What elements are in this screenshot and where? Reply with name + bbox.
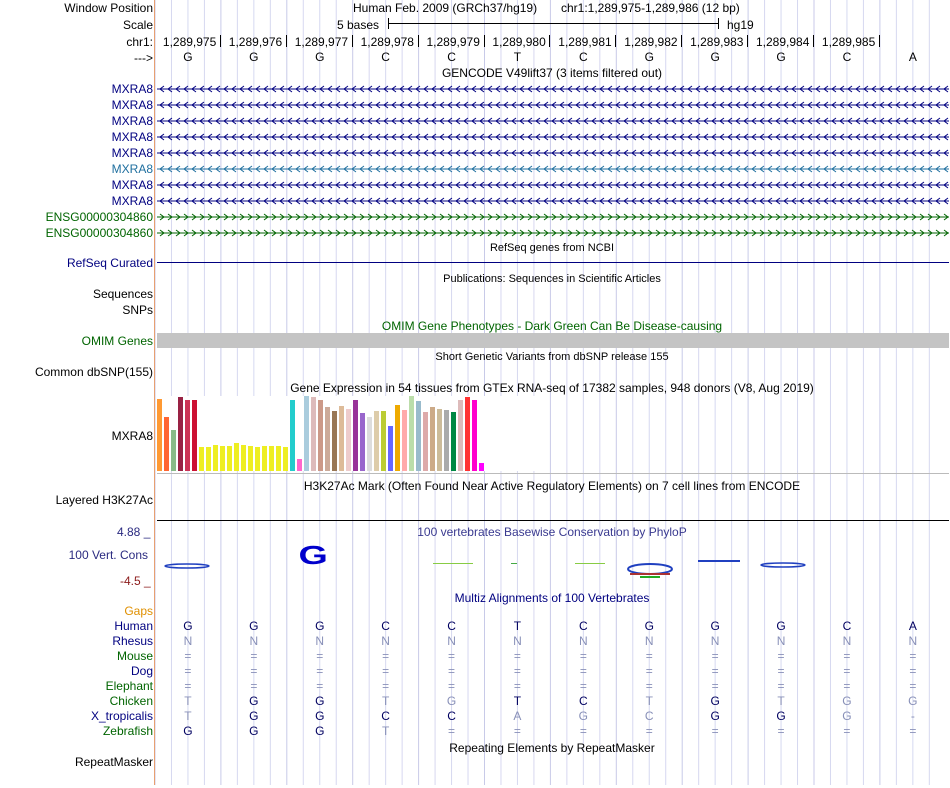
- multiz-base: T: [777, 694, 785, 708]
- multiz-base: =: [711, 724, 719, 738]
- gtex-tissue-bar[interactable]: [248, 446, 253, 471]
- multiz-base: T: [381, 694, 390, 708]
- h3k27ac-top-line: [157, 473, 949, 474]
- reference-base: G: [183, 50, 193, 64]
- multiz-base: =: [843, 679, 851, 693]
- conservation-ymax: 4.88 _: [117, 525, 151, 539]
- repeatmasker-track-title: Repeating Elements by RepeatMasker: [449, 741, 655, 755]
- multiz-base: G: [644, 619, 654, 633]
- multiz-base: =: [448, 724, 456, 738]
- gencode-transcript-label[interactable]: MXRA8: [111, 146, 153, 160]
- multiz-base: =: [843, 664, 851, 678]
- gtex-tissue-bar[interactable]: [346, 409, 351, 471]
- reference-base: G: [249, 50, 259, 64]
- ruler-coordinate: 1,289,976: [228, 35, 283, 49]
- multiz-base: =: [579, 679, 587, 693]
- ruler-coordinate: 1,289,984: [756, 35, 810, 49]
- gencode-transcript-line[interactable]: [157, 228, 949, 238]
- gtex-tissue-bar[interactable]: [227, 446, 232, 471]
- gtex-tissue-bar[interactable]: [297, 459, 302, 471]
- omim-track-label[interactable]: OMIM Genes: [81, 334, 153, 348]
- scale-bar-right-tick: [718, 18, 719, 29]
- multiz-base: C: [579, 619, 588, 633]
- gtex-tissue-bar[interactable]: [353, 400, 358, 471]
- gtex-tissue-bar[interactable]: [458, 400, 463, 471]
- conservation-track-title: 100 vertebrates Basewise Conservation by PhyloP: [417, 525, 687, 539]
- multiz-base: C: [579, 694, 588, 708]
- multiz-base: A: [513, 709, 522, 723]
- reference-base: T: [513, 50, 522, 64]
- gencode-transcript-line[interactable]: [157, 84, 949, 94]
- gencode-transcript-line[interactable]: [157, 196, 949, 206]
- multiz-base: T: [184, 694, 192, 708]
- gtex-tissue-bar[interactable]: [269, 446, 274, 471]
- multiz-base: N: [447, 634, 456, 648]
- ruler-tick: [220, 35, 221, 47]
- multiz-base: =: [513, 664, 521, 678]
- gtex-track-label[interactable]: MXRA8: [111, 429, 153, 443]
- gtex-tissue-bar[interactable]: [199, 447, 204, 471]
- gtex-tissue-bar[interactable]: [444, 410, 449, 471]
- ruler-coordinate: 1,289,979: [426, 35, 480, 49]
- gtex-tissue-bar[interactable]: [157, 399, 162, 471]
- multiz-base: =: [513, 724, 521, 738]
- multiz-base: =: [777, 664, 785, 678]
- multiz-base: G: [578, 709, 589, 723]
- multiz-base: =: [250, 679, 258, 693]
- conservation-ymin: -4.5 _: [120, 574, 151, 588]
- gencode-transcript-label[interactable]: MXRA8: [111, 98, 153, 112]
- multiz-species-label[interactable]: Rhesus: [112, 634, 153, 648]
- multiz-base: T: [645, 694, 653, 708]
- reference-base: C: [842, 50, 852, 64]
- position-text: chr1:1,289,975-1,289,986 (12 bp): [561, 1, 740, 15]
- db-text: hg19: [727, 18, 754, 32]
- gtex-tissue-bar[interactable]: [311, 397, 316, 471]
- multiz-base: =: [909, 664, 917, 678]
- gtex-tissue-bar[interactable]: [360, 413, 365, 471]
- ruler-coordinate: 1,289,975: [162, 35, 217, 49]
- gencode-transcript-label[interactable]: ENSG00000304860: [45, 226, 153, 240]
- gencode-transcript-label[interactable]: MXRA8: [111, 82, 153, 96]
- multiz-base: N: [710, 634, 720, 648]
- multiz-base: =: [777, 724, 785, 738]
- gtex-tissue-bar[interactable]: [416, 401, 421, 471]
- multiz-base: N: [644, 634, 654, 648]
- window-position-label: Window Position: [64, 1, 153, 15]
- multiz-base: G: [315, 724, 325, 738]
- reference-base: G: [315, 50, 325, 64]
- gencode-transcript-label[interactable]: MXRA8: [111, 178, 153, 192]
- multiz-base: =: [711, 664, 719, 678]
- multiz-species-label[interactable]: Dog: [130, 664, 153, 678]
- multiz-track-title: Multiz Alignments of 100 Vertebrates: [454, 591, 650, 605]
- multiz-species-label[interactable]: X_tropicalis: [90, 709, 153, 723]
- multiz-species-label[interactable]: Elephant: [105, 679, 153, 693]
- multiz-base: G: [776, 709, 786, 723]
- gencode-transcript-label[interactable]: ENSG00000304860: [45, 210, 153, 224]
- multiz-base: =: [316, 664, 324, 678]
- gencode-transcript-line[interactable]: [157, 180, 949, 190]
- multiz-base: =: [382, 664, 390, 678]
- multiz-base: =: [448, 679, 456, 693]
- gtex-tissue-bar[interactable]: [402, 410, 407, 471]
- multiz-base: =: [316, 679, 324, 693]
- gtex-tissue-bar[interactable]: [409, 396, 414, 471]
- scale-text: 5 bases: [337, 18, 380, 32]
- multiz-base: =: [184, 664, 192, 678]
- multiz-base: C: [842, 619, 852, 633]
- multiz-base: G: [183, 724, 193, 738]
- gencode-transcript-label[interactable]: MXRA8: [111, 130, 153, 144]
- ruler-tick: [681, 35, 682, 47]
- dbsnp-track-label[interactable]: Common dbSNP(155): [34, 365, 153, 379]
- gtex-tissue-bar[interactable]: [290, 400, 295, 471]
- multiz-base: N: [842, 634, 852, 648]
- multiz-base: =: [843, 724, 851, 738]
- gtex-tissue-bar[interactable]: [325, 407, 330, 471]
- gencode-transcript-line[interactable]: [157, 164, 949, 174]
- multiz-base: C: [447, 709, 456, 723]
- multiz-base: G: [710, 619, 720, 633]
- strand-toggle[interactable]: --->: [134, 51, 153, 65]
- multiz-base: =: [711, 679, 719, 693]
- svg-text:G: G: [298, 540, 328, 570]
- gencode-transcript-line[interactable]: [157, 132, 949, 142]
- conservation-track-label[interactable]: 100 Vert. Cons: [68, 548, 148, 562]
- multiz-base: -: [910, 709, 915, 723]
- ruler-tick: [549, 35, 550, 47]
- reference-base: C: [579, 50, 588, 64]
- scale-bar: [388, 23, 718, 24]
- reference-base: C: [447, 50, 456, 64]
- h3k27ac-track-title: H3K27Ac Mark (Often Found Near Active Regulatory Elements) on 7 cell lines from ENCODE: [303, 479, 801, 493]
- refseq-gene-line[interactable]: [157, 262, 949, 263]
- multiz-base: G: [315, 619, 325, 633]
- ruler-coordinate: 1,289,980: [492, 35, 546, 49]
- multiz-base: =: [513, 679, 521, 693]
- ruler-coordinate: 1,289,978: [360, 35, 414, 49]
- gtex-tissue-bar[interactable]: [381, 411, 386, 471]
- multiz-base: N: [776, 634, 786, 648]
- multiz-base: N: [381, 634, 390, 648]
- multiz-base: =: [250, 664, 258, 678]
- gencode-transcript-label[interactable]: MXRA8: [111, 162, 153, 176]
- conservation-logo[interactable]: [155, 540, 950, 585]
- multiz-base: =: [579, 664, 587, 678]
- gencode-track-title: GENCODE V49lift37 (3 items filtered out): [441, 66, 663, 80]
- ruler-coordinate: 1,289,977: [294, 35, 349, 49]
- gtex-tissue-bar[interactable]: [339, 406, 344, 471]
- multiz-base: G: [315, 694, 325, 708]
- publications-track-title: Publications: Sequences in Scientific Articles: [443, 273, 661, 285]
- multiz-base: =: [645, 679, 653, 693]
- ruler-tick: [484, 35, 485, 47]
- ruler-tick: [352, 35, 353, 47]
- multiz-species-label[interactable]: Human: [114, 619, 153, 633]
- multiz-base: =: [316, 649, 324, 663]
- gtex-tissue-bar[interactable]: [423, 412, 428, 471]
- gtex-tissue-bar[interactable]: [388, 426, 393, 471]
- multiz-base: N: [315, 634, 325, 648]
- multiz-base: N: [249, 634, 259, 648]
- ruler-tick: [813, 35, 814, 47]
- gtex-tissue-bar[interactable]: [255, 447, 260, 471]
- gtex-tissue-bar[interactable]: [262, 446, 267, 471]
- h3k27ac-track-label[interactable]: Layered H3K27Ac: [55, 493, 153, 507]
- multiz-base: =: [382, 649, 390, 663]
- h3k27ac-baseline: [157, 520, 949, 521]
- ruler-tick: [418, 35, 419, 47]
- reference-base: G: [776, 50, 786, 64]
- multiz-base: G: [710, 709, 720, 723]
- reference-base: G: [644, 50, 654, 64]
- gtex-tissue-bar[interactable]: [479, 463, 484, 471]
- gtex-tissue-bar[interactable]: [304, 396, 309, 471]
- multiz-base: G: [315, 709, 325, 723]
- gencode-transcript-line[interactable]: [157, 212, 949, 222]
- multiz-base: G: [446, 694, 457, 708]
- multiz-species-label[interactable]: Mouse: [116, 649, 153, 663]
- multiz-base: G: [842, 694, 852, 708]
- ruler-coordinate: 1,289,983: [690, 35, 744, 49]
- gtex-tissue-bar[interactable]: [276, 446, 281, 471]
- multiz-base: =: [513, 649, 521, 663]
- multiz-base: =: [711, 649, 719, 663]
- repeatmasker-track-label[interactable]: RepeatMasker: [74, 755, 153, 769]
- label-divider[interactable]: [154, 0, 155, 785]
- reference-base: A: [908, 50, 917, 64]
- gtex-tissue-bar[interactable]: [171, 430, 176, 471]
- multiz-base: C: [381, 619, 390, 633]
- multiz-base: =: [448, 649, 456, 663]
- gtex-tissue-bar[interactable]: [241, 445, 246, 471]
- multiz-base: T: [513, 619, 522, 633]
- omim-track-title: OMIM Gene Phenotypes - Dark Green Can Be Disease-causing: [381, 319, 723, 333]
- multiz-base: =: [645, 664, 653, 678]
- gtex-tissue-bar[interactable]: [178, 397, 183, 471]
- multiz-base: C: [381, 709, 390, 723]
- ruler-tick: [879, 35, 880, 47]
- multiz-base: N: [513, 634, 522, 648]
- gencode-transcript-line[interactable]: [157, 100, 949, 110]
- ruler-coordinate: 1,289,985: [821, 35, 876, 49]
- gtex-tissue-bar[interactable]: [451, 412, 456, 471]
- multiz-base: G: [249, 694, 259, 708]
- multiz-base: =: [645, 649, 653, 663]
- multiz-base: N: [579, 634, 588, 648]
- multiz-base: =: [184, 679, 192, 693]
- multiz-base: =: [909, 679, 917, 693]
- multiz-base: G: [249, 724, 259, 738]
- multiz-base: G: [776, 619, 786, 633]
- multiz-base: C: [644, 709, 654, 723]
- multiz-base: G: [710, 694, 720, 708]
- gtex-tissue-bar[interactable]: [318, 400, 323, 471]
- gtex-tissue-bar[interactable]: [206, 447, 211, 471]
- multiz-base: C: [447, 619, 456, 633]
- gtex-tissue-bar[interactable]: [164, 417, 169, 471]
- gtex-tissue-bar[interactable]: [367, 417, 372, 471]
- multiz-base: T: [381, 724, 390, 738]
- multiz-base: =: [579, 649, 587, 663]
- ruler-tick: [747, 35, 748, 47]
- multiz-species-label[interactable]: Chicken: [109, 694, 153, 708]
- gencode-transcript-label[interactable]: MXRA8: [111, 114, 153, 128]
- gtex-tissue-bar[interactable]: [374, 411, 379, 471]
- multiz-base: N: [183, 634, 193, 648]
- multiz-base: G: [249, 709, 259, 723]
- gtex-tissue-bar[interactable]: [437, 409, 442, 471]
- gtex-tissue-bar[interactable]: [283, 447, 288, 471]
- refseq-track-title: RefSeq genes from NCBI: [489, 242, 615, 254]
- multiz-base: T: [184, 709, 192, 723]
- multiz-base: =: [184, 649, 192, 663]
- multiz-base: =: [909, 649, 917, 663]
- multiz-base: =: [843, 649, 851, 663]
- gencode-transcript-line[interactable]: [157, 116, 949, 126]
- gtex-tissue-bar[interactable]: [185, 400, 190, 471]
- gaps-label[interactable]: Gaps: [124, 604, 153, 618]
- ruler-tick: [615, 35, 616, 47]
- snps-track-label[interactable]: SNPs: [122, 303, 153, 317]
- ruler-tick: [286, 35, 287, 47]
- conservation-logo-shapes: [165, 541, 805, 578]
- gtex-tissue-bar[interactable]: [213, 445, 218, 471]
- gtex-tissue-bar[interactable]: [395, 405, 400, 471]
- multiz-base: G: [183, 619, 193, 633]
- multiz-base: =: [250, 649, 258, 663]
- gencode-transcript-line[interactable]: [157, 148, 949, 158]
- multiz-base: T: [513, 694, 522, 708]
- sequences-track-label[interactable]: Sequences: [92, 287, 153, 301]
- multiz-base: =: [777, 679, 785, 693]
- multiz-base: =: [909, 724, 917, 738]
- gtex-tissue-bar[interactable]: [234, 443, 239, 471]
- ruler-coordinate: 1,289,982: [624, 35, 678, 49]
- gtex-tissue-bar[interactable]: [465, 397, 470, 471]
- gtex-tissue-bar[interactable]: [472, 400, 477, 471]
- multiz-base: =: [645, 724, 653, 738]
- assembly-text: Human Feb. 2009 (GRCh37/hg19): [353, 1, 538, 15]
- gtex-tissue-bar[interactable]: [332, 411, 337, 471]
- ruler-coordinate: 1,289,981: [558, 35, 612, 49]
- multiz-base: G: [908, 694, 918, 708]
- refseq-track-label[interactable]: RefSeq Curated: [66, 256, 153, 270]
- multiz-base: =: [448, 664, 456, 678]
- multiz-base: =: [382, 679, 390, 693]
- dbsnp-track-title: Short Genetic Variants from dbSNP release 155: [435, 351, 669, 363]
- scale-label: Scale: [122, 18, 153, 32]
- gencode-transcript-label[interactable]: MXRA8: [111, 194, 153, 208]
- multiz-base: G: [842, 709, 852, 723]
- reference-base: G: [710, 50, 720, 64]
- multiz-species-label[interactable]: Zebrafish: [102, 724, 153, 738]
- multiz-base: =: [777, 649, 785, 663]
- multiz-base: A: [908, 619, 917, 633]
- chrom-label: chr1:: [126, 35, 153, 49]
- omim-gene-bar[interactable]: [157, 333, 949, 348]
- multiz-base: =: [579, 724, 587, 738]
- scale-bar-left-tick: [388, 18, 389, 29]
- gtex-tissue-bar[interactable]: [220, 446, 225, 471]
- multiz-base: G: [249, 619, 259, 633]
- gtex-tissue-bar[interactable]: [430, 407, 435, 471]
- multiz-base: N: [908, 634, 918, 648]
- gtex-tissue-bar[interactable]: [192, 400, 197, 471]
- reference-base: C: [381, 50, 390, 64]
- gtex-track-title: Gene Expression in 54 tissues from GTEx RNA-seq of 17382 samples, 948 donors (V8, Aug 2019): [290, 381, 814, 395]
